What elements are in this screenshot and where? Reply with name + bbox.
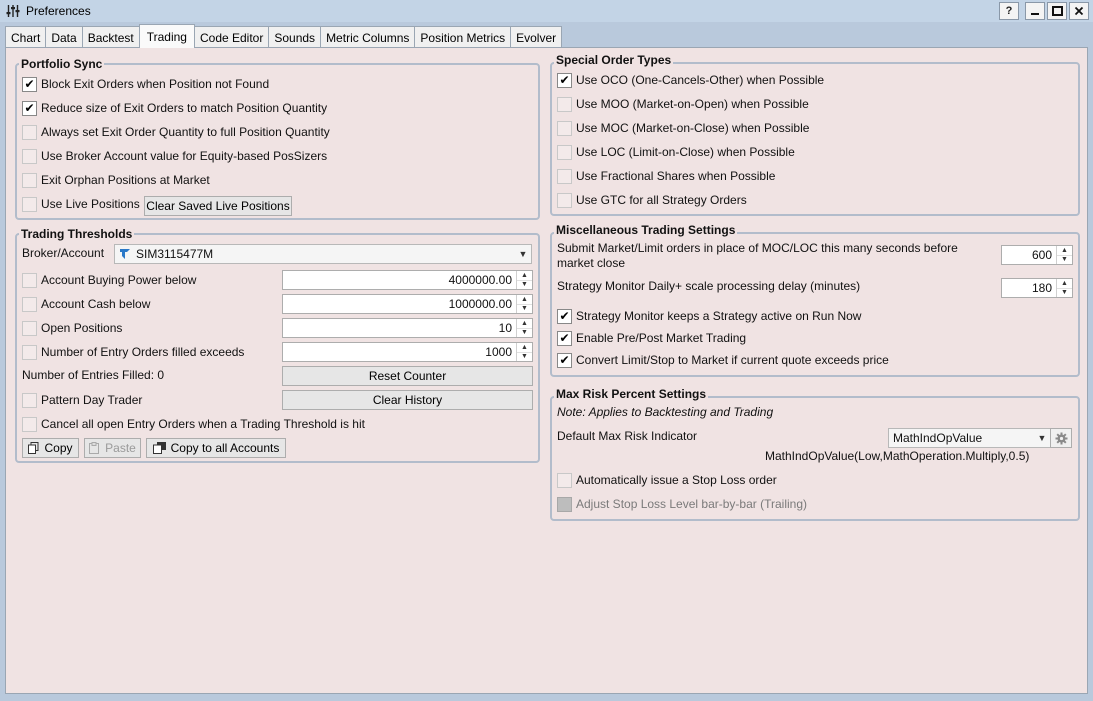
buying-power-option[interactable]: Account Buying Power below [22, 270, 196, 290]
spin-up-icon[interactable]: ▲ [1061, 279, 1068, 287]
tab-sounds[interactable]: Sounds [268, 26, 321, 48]
minimize-button[interactable] [1025, 2, 1045, 20]
special-order-types-title: Special Order Types [556, 53, 672, 67]
max-risk-title: Max Risk Percent Settings [556, 387, 707, 401]
strategy-monitor-active-option[interactable]: ✔ Strategy Monitor keeps a Strategy active on Run Now [557, 306, 861, 326]
pre-post-market-option[interactable]: ✔ Enable Pre/Post Market Trading [557, 328, 746, 348]
buying-power-checkbox[interactable] [22, 273, 37, 288]
auto-stop-loss-option[interactable]: Automatically issue a Stop Loss order [557, 470, 777, 490]
tab-position-metrics[interactable]: Position Metrics [414, 26, 511, 48]
block-exit-orders-option[interactable]: ✔ Block Exit Orders when Position not Found [22, 74, 269, 94]
max-risk-indicator-select[interactable] [888, 428, 1051, 448]
copy-to-all-accounts-button[interactable]: Copy to all Accounts [146, 438, 286, 458]
reduce-exit-size-checkbox[interactable]: ✔ [22, 101, 37, 116]
convert-limit-stop-checkbox[interactable]: ✔ [557, 353, 572, 368]
broker-account-value: SIM3115477M [136, 247, 214, 261]
submit-seconds-input[interactable]: 600 ▲ ▼ [1001, 245, 1073, 265]
copy-button[interactable]: Copy [22, 438, 79, 458]
broker-account-select[interactable] [114, 244, 532, 264]
spin-down-icon[interactable]: ▼ [517, 280, 532, 290]
broker-account-label: Broker/Account [22, 246, 105, 260]
tab-data[interactable]: Data [45, 26, 82, 48]
use-moo-option[interactable]: Use MOO (Market-on-Open) when Possible [557, 94, 809, 114]
strategy-monitor-active-checkbox[interactable]: ✔ [557, 309, 572, 324]
max-risk-expression: MathIndOpValue(Low,MathOperation.Multiply,0.5) [765, 449, 1030, 463]
reset-counter-button[interactable]: Reset Counter [282, 366, 533, 386]
entries-filled-label: Number of Entries Filled: 0 [22, 368, 165, 382]
account-cash-option[interactable]: Account Cash below [22, 294, 150, 314]
chevron-down-icon: ▼ [518, 249, 528, 259]
misc-trading-title: Miscellaneous Trading Settings [556, 223, 736, 237]
pre-post-market-checkbox[interactable]: ✔ [557, 331, 572, 346]
trading-panel [5, 47, 1088, 694]
tab-evolver[interactable]: Evolver [510, 26, 562, 48]
tab-metric-columns[interactable]: Metric Columns [320, 26, 415, 48]
buying-power-input[interactable]: 4000000.00 ▲ ▼ [282, 270, 533, 290]
open-positions-checkbox[interactable] [22, 321, 37, 336]
tab-bar [5, 24, 561, 48]
open-positions-input[interactable]: 10 ▲ ▼ [282, 318, 533, 338]
spin-up-icon[interactable]: ▲ [521, 295, 528, 303]
use-fractional-shares-option[interactable]: Use Fractional Shares when Possible [557, 166, 775, 186]
use-fractional-shares-checkbox[interactable] [557, 169, 572, 184]
entry-orders-input[interactable]: 1000 ▲ ▼ [282, 342, 533, 362]
trading-thresholds-title: Trading Thresholds [21, 227, 133, 241]
exit-orphan-positions-checkbox[interactable] [22, 173, 37, 188]
use-live-positions-option[interactable]: Use Live Positions [22, 194, 140, 214]
gear-icon [1055, 432, 1068, 445]
processing-delay-label: Strategy Monitor Daily+ scale processing delay (minutes) [557, 279, 861, 293]
tab-chart[interactable]: Chart [5, 26, 46, 48]
spin-up-icon[interactable]: ▲ [521, 343, 528, 351]
account-cash-input[interactable]: 1000000.00 ▲ ▼ [282, 294, 533, 314]
broker-account-value-option[interactable]: Use Broker Account value for Equity-based PosSizers [22, 146, 327, 166]
clear-saved-live-positions-button[interactable]: Clear Saved Live Positions [144, 196, 292, 216]
max-risk-note: Note: Applies to Backtesting and Trading [557, 405, 774, 419]
full-position-quantity-option[interactable]: Always set Exit Order Quantity to full Position Quantity [22, 122, 330, 142]
submit-orders-label: Submit Market/Limit orders in place of MOC/LOC this many seconds before market close [557, 241, 958, 270]
max-risk-indicator-value: MathIndOpValue [893, 431, 983, 445]
spin-up-icon[interactable]: ▲ [521, 319, 528, 327]
spin-down-icon[interactable]: ▼ [517, 328, 532, 338]
use-moo-checkbox[interactable] [557, 97, 572, 112]
cancel-entry-orders-option[interactable]: Cancel all open Entry Orders when a Trading Threshold is hit [22, 414, 365, 434]
spin-down-icon[interactable]: ▼ [1057, 288, 1072, 298]
broker-logo-icon [119, 248, 131, 260]
sliders-icon [6, 4, 20, 18]
entry-orders-option[interactable]: Number of Entry Orders filled exceeds [22, 342, 244, 362]
convert-limit-stop-option[interactable]: ✔ Convert Limit/Stop to Market if current quote exceeds price [557, 350, 889, 370]
tab-code-editor[interactable]: Code Editor [194, 26, 269, 48]
spin-up-icon[interactable]: ▲ [521, 271, 528, 279]
use-loc-checkbox[interactable] [557, 145, 572, 160]
block-exit-orders-checkbox[interactable]: ✔ [22, 77, 37, 92]
copy-icon [28, 442, 39, 454]
portfolio-sync-title: Portfolio Sync [21, 57, 103, 71]
use-live-positions-checkbox[interactable] [22, 197, 37, 212]
spin-down-icon[interactable]: ▼ [1057, 255, 1072, 265]
paste-icon [89, 442, 100, 454]
entry-orders-checkbox[interactable] [22, 345, 37, 360]
use-oco-checkbox[interactable]: ✔ [557, 73, 572, 88]
use-loc-option[interactable]: Use LOC (Limit-on-Close) when Possible [557, 142, 795, 162]
account-cash-checkbox[interactable] [22, 297, 37, 312]
pattern-day-trader-option[interactable]: Pattern Day Trader [22, 390, 142, 410]
spin-up-icon[interactable]: ▲ [1061, 246, 1068, 254]
reduce-exit-size-option[interactable]: ✔ Reduce size of Exit Orders to match Position Quantity [22, 98, 327, 118]
indicator-settings-button[interactable] [1050, 428, 1072, 448]
adjust-stop-loss-checkbox [557, 497, 572, 512]
title-bar [0, 0, 1093, 22]
window-title: Preferences [26, 4, 91, 18]
clear-history-button[interactable]: Clear History [282, 390, 533, 410]
auto-stop-loss-checkbox[interactable] [557, 473, 572, 488]
spin-down-icon[interactable]: ▼ [517, 352, 532, 362]
exit-orphan-positions-option[interactable]: Exit Orphan Positions at Market [22, 170, 210, 190]
paste-button[interactable]: Paste [84, 438, 141, 458]
spin-down-icon[interactable]: ▼ [517, 304, 532, 314]
cancel-entry-orders-checkbox[interactable] [22, 417, 37, 432]
open-positions-option[interactable]: Open Positions [22, 318, 122, 338]
copy-all-icon [153, 442, 166, 454]
chevron-down-icon: ▼ [1037, 433, 1047, 443]
use-gtc-checkbox[interactable] [557, 193, 572, 208]
use-moc-option[interactable]: Use MOC (Market-on-Close) when Possible [557, 118, 809, 138]
use-moc-checkbox[interactable] [557, 121, 572, 136]
use-gtc-option[interactable]: Use GTC for all Strategy Orders [557, 190, 747, 210]
max-risk-indicator-label: Default Max Risk Indicator [557, 429, 698, 443]
use-oco-option[interactable]: ✔ Use OCO (One-Cancels-Other) when Possible [557, 70, 824, 90]
processing-delay-input[interactable]: 180 ▲ ▼ [1001, 278, 1073, 298]
help-button[interactable]: ? [999, 2, 1019, 20]
full-position-quantity-checkbox[interactable] [22, 125, 37, 140]
pattern-day-trader-checkbox[interactable] [22, 393, 37, 408]
maximize-button[interactable] [1047, 2, 1067, 20]
adjust-stop-loss-option: Adjust Stop Loss Level bar-by-bar (Trailing) [557, 494, 807, 514]
close-button[interactable] [1069, 2, 1089, 20]
broker-account-value-checkbox[interactable] [22, 149, 37, 164]
tab-trading[interactable]: Trading [139, 24, 195, 48]
tab-backtest[interactable]: Backtest [82, 26, 140, 48]
